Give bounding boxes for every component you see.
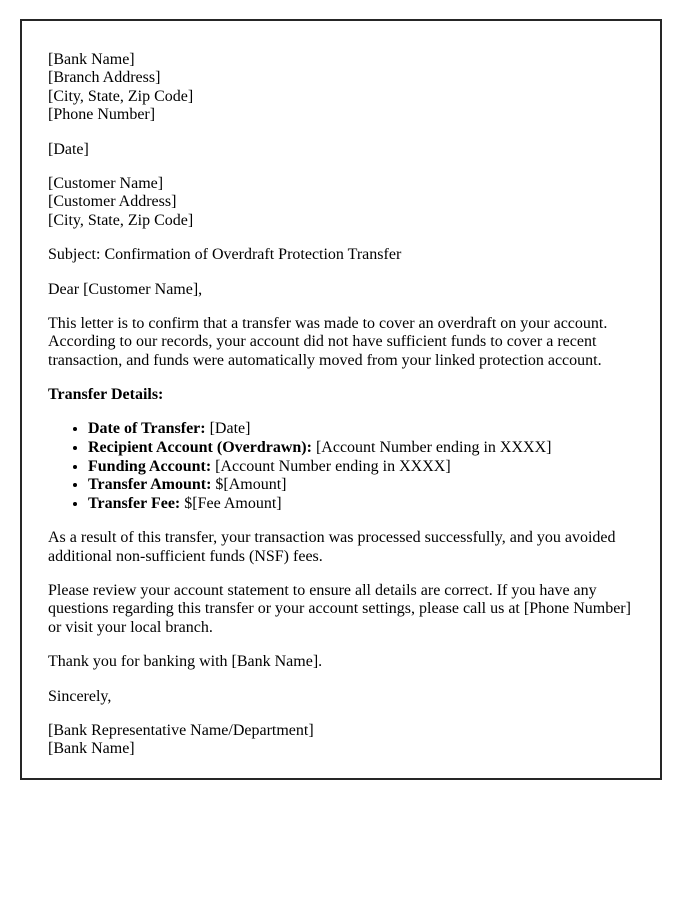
sender-line-branch-address: [Branch Address]: [48, 69, 161, 87]
thanks-paragraph: Thank you for banking with [Bank Name].: [48, 653, 323, 671]
detail-item-funding-account: [88, 458, 634, 477]
transfer-details-heading: [48, 386, 634, 404]
detail-label: Date of Transfer:: [88, 420, 206, 438]
subject-line: Subject: Confirmation of Overdraft Protection Transfer: [48, 246, 402, 264]
recipient-line-city-state-zip: [City, State, Zip Code]: [48, 211, 194, 229]
sender-line-phone: [Phone Number]: [48, 106, 156, 124]
detail-label: Recipient Account (Overdrawn):: [88, 439, 312, 457]
sender-address-block: [48, 51, 634, 125]
detail-label: Funding Account:: [88, 457, 212, 475]
transfer-details-list: [48, 420, 634, 513]
transfer-details-heading-text: Transfer Details:: [48, 386, 164, 404]
sender-line-bank-name: [Bank Name]: [48, 51, 135, 68]
letter-document: [20, 19, 662, 780]
recipient-line-name: [Customer Name]: [48, 174, 164, 192]
signature-line-representative: [Bank Representative Name/Department]: [48, 721, 314, 739]
detail-item-transfer-fee: [88, 495, 634, 514]
closing: Sincerely,: [48, 687, 112, 705]
review-paragraph: Please review your account statement to ensure all details are correct. If you have any questions regarding this transfer or your account settings, please call us at [Phone Number] or visit your local branch.: [48, 581, 631, 636]
sender-line-city-state-zip: [City, State, Zip Code]: [48, 87, 194, 105]
detail-label: Transfer Fee:: [88, 494, 181, 512]
recipient-address-block: [48, 175, 634, 230]
detail-item-recipient-account: [88, 439, 634, 458]
detail-label: Transfer Amount:: [88, 476, 212, 494]
date-line: [Date]: [48, 140, 89, 158]
result-paragraph: As a result of this transfer, your transaction was processed successfully, and you avoided additional non-sufficient funds (NSF) fees.: [48, 529, 616, 565]
detail-value: [Account Number ending in XXXX]: [315, 439, 552, 457]
detail-item-date-of-transfer: [88, 420, 634, 439]
salutation: Dear [Customer Name],: [48, 280, 203, 298]
signature-line-bank-name: [Bank Name]: [48, 740, 135, 758]
detail-value: [Account Number ending in XXXX]: [215, 457, 451, 475]
detail-item-transfer-amount: [88, 476, 634, 495]
signature-block: [48, 722, 634, 759]
detail-value: $[Fee Amount]: [184, 494, 282, 512]
recipient-line-address: [Customer Address]: [48, 193, 177, 211]
intro-paragraph: This letter is to confirm that a transfer was made to cover an overdraft on your account. According to our records, your account did not have sufficient funds to cover a recent transaction, and funds were automatically moved from your linked protection account.: [48, 314, 608, 369]
detail-value: $[Amount]: [215, 476, 287, 494]
detail-value: [Date]: [209, 420, 251, 438]
